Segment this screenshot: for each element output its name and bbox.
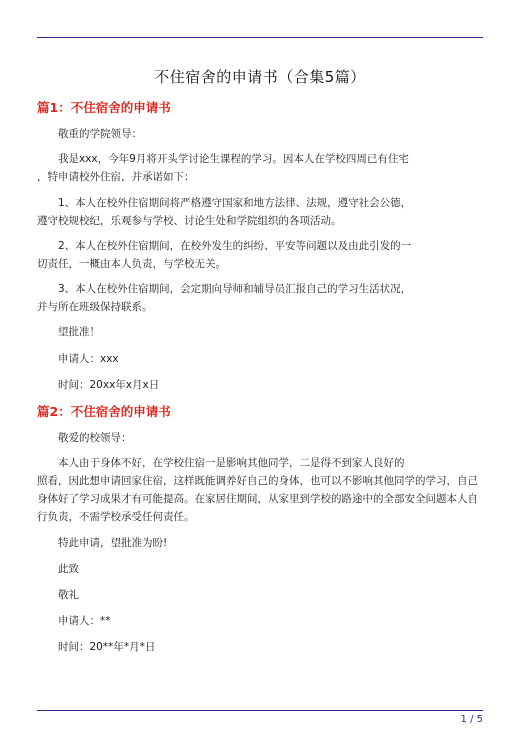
s2-cizhi: 此致 xyxy=(58,563,79,575)
salutation-1: 敬重的学院领导： xyxy=(58,128,142,140)
s2-paragraph-1-line-4: 行负责，不需学校承受任何责任。 xyxy=(37,511,195,523)
salutation-2: 敬爱的校领导： xyxy=(58,432,132,444)
section-heading-1: 篇1：不住宿舍的申请书 xyxy=(37,100,171,115)
s2-closing: 特此申请，望批准为盼! xyxy=(58,537,168,549)
s1-applicant: 申请人：xxx xyxy=(58,353,119,365)
s1-paragraph-2-line-2: 遵守校规校纪，乐观参与学校、讨论生处和学院组织的各项活动。 xyxy=(37,215,342,227)
header-rule xyxy=(37,37,483,38)
document-title: 不住宿舍的申请书（合集5篇） xyxy=(154,68,366,86)
page-number: 1 / 5 xyxy=(460,714,483,725)
s2-applicant: 申请人：** xyxy=(58,615,111,627)
s1-paragraph-1-line-2: ，特申请校外住宿，并承诺如下： xyxy=(37,171,195,183)
s1-paragraph-1-line-1: 我是xxx，今年9月将开头学讨论生课程的学习。因本人在学校四周已有住宅 xyxy=(58,153,409,165)
footer-rule xyxy=(37,710,483,711)
section-heading-2: 篇2：不住宿舍的申请书 xyxy=(37,404,171,419)
s2-paragraph-1-line-2: 照看，因此想申请回家住宿，这样既能调养好自己的身体，也可以不影响其他同学的学习，自己 xyxy=(37,475,478,487)
s1-paragraph-3-line-1: 2、本人在校外住宿期间，在校外发生的纠纷、平安等问题以及由此引发的一 xyxy=(58,240,412,252)
s1-paragraph-4-line-2: 并与所在班级保持联系。 xyxy=(37,301,153,313)
s1-paragraph-2-line-1: 1、本人在校外住宿期间将严格遵守国家和地方法律、法规，遵守社会公德， xyxy=(58,197,412,209)
s1-paragraph-4-line-1: 3、本人在校外住宿期间，会定期向导师和辅导员汇报自己的学习生活状况， xyxy=(58,283,412,295)
s2-jingli: 敬礼 xyxy=(58,589,79,601)
s1-date: 时间：20xx年x月x日 xyxy=(58,379,160,391)
s1-paragraph-3-line-2: 切责任，一概由本人负责，与学校无关。 xyxy=(37,258,226,270)
s2-paragraph-1-line-3: 身体好了学习成果才有可能提高。在家居住期间，从家里到学校的路途中的全部安全问题本人自 xyxy=(37,493,478,505)
s2-paragraph-1-line-1: 本人由于身体不好，在学校住宿一是影响其他同学，二是得不到家人良好的 xyxy=(58,457,405,469)
s2-date: 时间：20**年*月*日 xyxy=(58,641,156,653)
s1-closing: 望批准！ xyxy=(58,326,100,338)
